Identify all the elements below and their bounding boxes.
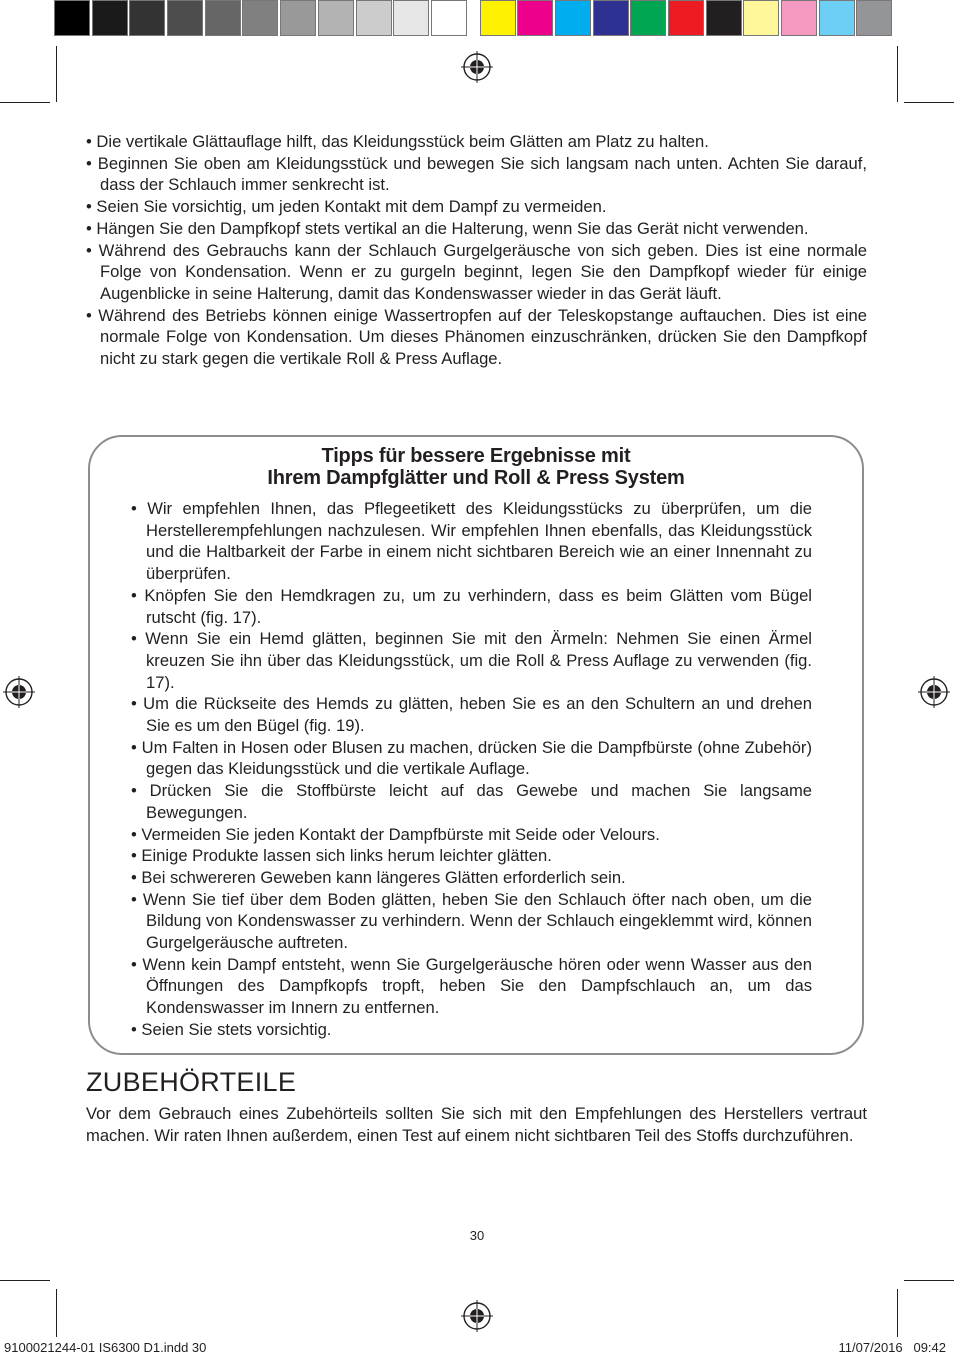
list-item: • Wenn Sie ein Hemd glätten, beginnen Sie mit den Ärmeln: Nehmen Sie einen Ärmel kreuzen Sie ihn über das Kleidungsstück, um die Roll & Press Auflage zu verwenden (fig. 17).: [131, 629, 812, 692]
crop-mark: [56, 46, 57, 102]
color-swatch: [856, 0, 892, 36]
list-item: • Hängen Sie den Dampfkopf stets vertikal an die Halterung, wenn Sie das Gerät nicht verwenden.: [86, 218, 809, 238]
registration-mark-icon: [461, 1300, 493, 1332]
color-swatch: [743, 0, 779, 36]
print-color-bar: [54, 0, 894, 38]
list-item: • Drücken Sie die Stoffbürste leicht auf das Gewebe und machen Sie langsame Bewegungen.: [131, 781, 812, 822]
list-item: • Seien Sie stets vorsichtig.: [131, 1019, 332, 1039]
list-item: • Wenn kein Dampf entsteht, wenn Sie Gurgelgeräusche hören oder wenn Wasser aus den Öffnungen des Dampfkopfs tropft, heben Sie den Dampfschlauch an, um das Kondenswasser im Innern zu entfernen.: [131, 954, 812, 1018]
crop-mark: [897, 1289, 898, 1337]
gray-swatch: [356, 0, 392, 36]
usage-notes-list: [86, 131, 867, 370]
list-item: • Während des Gebrauchs kann der Schlauch Gurgelgeräusche von sich geben. Dies ist eine normale Folge von Kondensation. Wenn er zu gurgeln beginnt, legen Sie den Dampfkopf wieder für einige Augenblicke in seine Halterung, damit das Kondenswasser wieder in das Gerät läuft.: [86, 240, 867, 303]
color-swatch: [706, 0, 742, 36]
tips-list: [131, 498, 812, 1041]
list-item: • Wir empfehlen Ihnen, das Pflegeetikett des Kleidungsstücks zu überprüfen, um die Herstellerempfehlungen nachzulesen. Wir empfehlen Ihnen ebenfalls, das Kleidungsstück und die Haltbarkeit der Farbe in einem nicht sichtbaren Bereich wie an einer Innennaht zu überprüfen.: [131, 499, 812, 584]
gray-swatch: [167, 0, 203, 36]
registration-mark-icon: [3, 676, 35, 708]
color-swatch: [593, 0, 629, 36]
list-item: • Beginnen Sie oben am Kleidungsstück und bewegen Sie sich langsam nach unten. Achten Sie darauf, dass der Schlauch immer senkrecht ist.: [86, 153, 867, 195]
color-swatch: [781, 0, 817, 36]
tips-title-line: Tipps für bessere Ergebnisse mit: [321, 445, 631, 467]
gray-swatch: [318, 0, 354, 36]
color-swatch: [555, 0, 591, 36]
list-item: • Vermeiden Sie jeden Kontakt der Dampfbürste mit Seide oder Velours.: [131, 824, 660, 844]
registration-mark-icon: [918, 676, 950, 708]
tips-title: [88, 445, 864, 489]
crop-mark: [56, 1289, 57, 1337]
crop-mark: [0, 102, 50, 103]
color-swatch: [819, 0, 855, 36]
crop-mark: [897, 46, 898, 102]
gray-swatch: [393, 0, 429, 36]
color-swatch: [668, 0, 704, 36]
gray-swatch: [92, 0, 128, 36]
section-heading: ZUBEHÖRTEILE: [86, 1067, 297, 1097]
crop-mark: [0, 1280, 50, 1281]
list-item: • Seien Sie vorsichtig, um jeden Kontakt mit dem Dampf zu vermeiden.: [86, 197, 607, 217]
crop-mark: [904, 1280, 954, 1281]
gray-swatch: [129, 0, 165, 36]
crop-mark: [904, 102, 954, 103]
color-swatch: [480, 0, 516, 36]
registration-mark-icon: [461, 51, 493, 83]
section-body: Vor dem Gebrauch eines Zubehörteils sollten Sie sich mit den Empfehlungen des Herstellers vertraut machen. Wir raten Ihnen außerdem, einen Test auf einem nicht sichtbaren Teil des Stoffs durchzuführen.: [86, 1104, 867, 1145]
page-number: 30: [469, 1228, 485, 1243]
list-item: • Wenn Sie tief über dem Boden glätten, heben Sie den Schlauch öfter nach oben, um die Bildung von Kondenswasser zu verhindern. Wenn der Schlauch eingeklemmt wird, können Gurgelgeräusche auftreten.: [131, 889, 812, 953]
list-item: • Einige Produkte lassen sich links herum leichter glätten.: [131, 846, 552, 866]
list-item: • Knöpfen Sie den Hemdkragen zu, um zu verhindern, dass es beim Glätten vom Bügel rutscht (fig. 17).: [131, 585, 812, 627]
gray-swatch: [242, 0, 278, 36]
gray-swatch: [54, 0, 90, 36]
list-item: • Um die Rückseite des Hemds zu glätten, heben Sie es an den Schultern an und drehen Sie es um den Bügel (fig. 19).: [131, 694, 812, 736]
gray-swatch: [280, 0, 316, 36]
list-item: • Bei schwereren Geweben kann längeres Glätten erforderlich sein.: [131, 867, 626, 887]
file-slug: 9100021244-01 IS6300 D1.indd 30: [4, 1340, 207, 1355]
gray-swatch: [431, 0, 467, 36]
list-item: • Die vertikale Glättauflage hilft, das Kleidungsstück beim Glätten am Platz zu halten.: [86, 132, 709, 151]
list-item: • Während des Betriebs können einige Wassertropfen auf der Teleskopstange auftauchen. Dies ist eine normale Folge von Kondensation. Um dieses Phänomen einzuschränken, drücken Sie den Dampfkopf nicht zu stark gegen die vertikale Roll & Press Auflage.: [86, 305, 867, 369]
list-item: • Um Falten in Hosen oder Blusen zu machen, drücken Sie die Dampfbürste (ohne Zubehör) gegen das Kleidungsstück und die vertikale Auflage.: [131, 737, 812, 779]
date-slug: 11/07/2016 09:42: [838, 1340, 946, 1355]
tips-title-line: Ihrem Dampfglätter und Roll & Press System: [267, 467, 685, 489]
gray-swatch: [205, 0, 241, 36]
color-swatch: [517, 0, 553, 36]
color-swatch: [630, 0, 666, 36]
